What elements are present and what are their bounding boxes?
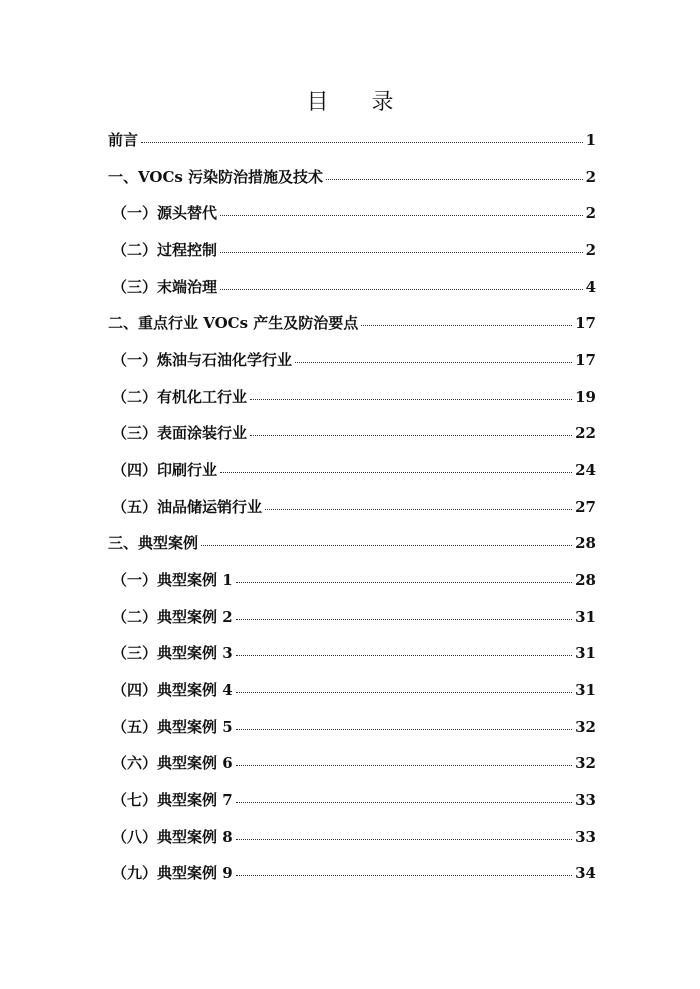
toc-entry-label: （七）典型案例 7 (112, 791, 233, 809)
dot-leader (295, 361, 572, 363)
toc-entry-label: （三）末端治理 (112, 278, 218, 296)
toc-entry-2-1[interactable] (112, 348, 596, 372)
toc-page-number: 24 (575, 461, 596, 479)
toc-entry-section-3[interactable] (108, 531, 596, 555)
toc-entry-preface[interactable] (108, 128, 596, 152)
toc-title: 目 录 (306, 90, 412, 115)
toc-entry-1-3[interactable] (112, 275, 596, 299)
toc-page-number: 31 (575, 644, 596, 662)
dot-leader (236, 581, 572, 583)
dot-leader (361, 324, 572, 326)
toc-entry-section-2[interactable] (108, 311, 596, 335)
dot-leader (236, 728, 572, 730)
toc-page-number: 28 (575, 571, 596, 589)
toc-page-number: 19 (575, 388, 596, 406)
toc-entry-label: （二）有机化工行业 (112, 388, 248, 406)
toc-entry-label: 三、典型案例 (108, 534, 199, 552)
toc-entry-3-3[interactable] (112, 641, 596, 665)
toc-entry-2-3[interactable] (112, 421, 596, 445)
dot-leader (141, 141, 583, 143)
toc-page-number: 2 (585, 168, 596, 186)
dot-leader (265, 508, 572, 510)
toc-entry-3-5[interactable] (112, 715, 596, 739)
toc-page-number: 32 (575, 718, 596, 736)
dot-leader (220, 214, 583, 216)
toc-entry-label: （九）典型案例 9 (112, 864, 233, 882)
dot-leader (236, 691, 572, 693)
toc-page-number: 34 (575, 864, 596, 882)
toc-page-number: 33 (575, 791, 596, 809)
toc-entry-label: （四）典型案例 4 (112, 681, 233, 699)
toc-entry-label: 前言 (108, 131, 139, 149)
toc-entry-label: （一）炼油与石油化学行业 (112, 351, 293, 369)
dot-leader (236, 618, 572, 620)
toc-entry-label: （三）表面涂装行业 (112, 424, 248, 442)
toc-entry-3-8[interactable] (112, 825, 596, 849)
toc-page-number: 31 (575, 681, 596, 699)
toc-entry-3-7[interactable] (112, 788, 596, 812)
dot-leader (236, 874, 572, 876)
toc-page-number: 28 (575, 534, 596, 552)
toc-page-number: 33 (575, 828, 596, 846)
dot-leader (236, 838, 572, 840)
toc-page-number: 22 (575, 424, 596, 442)
dot-leader (326, 178, 583, 180)
toc-entry-3-9[interactable] (112, 861, 596, 885)
toc-entry-3-2[interactable] (112, 605, 596, 629)
toc-entry-label: 二、重点行业 VOCs 产生及防治要点 (108, 314, 359, 332)
toc-entry-label: （一）源头替代 (112, 204, 218, 222)
toc-page-number: 17 (575, 351, 596, 369)
toc-entry-label: （二）过程控制 (112, 241, 218, 259)
dot-leader (220, 471, 572, 473)
dot-leader (220, 251, 583, 253)
toc-entry-3-1[interactable] (112, 568, 596, 592)
toc-page-number: 32 (575, 754, 596, 772)
toc-entry-label: （一）典型案例 1 (112, 571, 233, 589)
toc-page-number: 2 (585, 204, 596, 222)
toc-entry-label: （五）典型案例 5 (112, 718, 233, 736)
dot-leader (236, 801, 572, 803)
toc-entry-label: （四）印刷行业 (112, 461, 218, 479)
toc-page-number: 31 (575, 608, 596, 626)
toc-entry-3-4[interactable] (112, 678, 596, 702)
toc-entry-label: （六）典型案例 6 (112, 754, 233, 772)
toc-entry-label: （二）典型案例 2 (112, 608, 233, 626)
toc-entry-1-1[interactable] (112, 201, 596, 225)
dot-leader (250, 434, 572, 436)
dot-leader (236, 764, 572, 766)
toc-page-number: 27 (575, 498, 596, 516)
toc-page-number: 2 (585, 241, 596, 259)
toc-entry-label: （三）典型案例 3 (112, 644, 233, 662)
dot-leader (236, 654, 572, 656)
toc-entry-section-1[interactable] (108, 165, 596, 189)
dot-leader (220, 288, 583, 290)
toc-page-number: 1 (585, 131, 596, 149)
toc-entry-label: （八）典型案例 8 (112, 828, 233, 846)
dot-leader (250, 398, 572, 400)
toc-entry-2-5[interactable] (112, 495, 596, 519)
toc-page-number: 4 (585, 278, 596, 296)
toc-entry-label: （五）油品储运销行业 (112, 498, 263, 516)
dot-leader (201, 544, 572, 546)
toc-page-number: 17 (575, 314, 596, 332)
toc-entry-2-2[interactable] (112, 385, 596, 409)
toc-entry-label: 一、VOCs 污染防治措施及技术 (108, 168, 324, 186)
toc-entry-3-6[interactable] (112, 751, 596, 775)
toc-entry-1-2[interactable] (112, 238, 596, 262)
toc-entry-2-4[interactable] (112, 458, 596, 482)
